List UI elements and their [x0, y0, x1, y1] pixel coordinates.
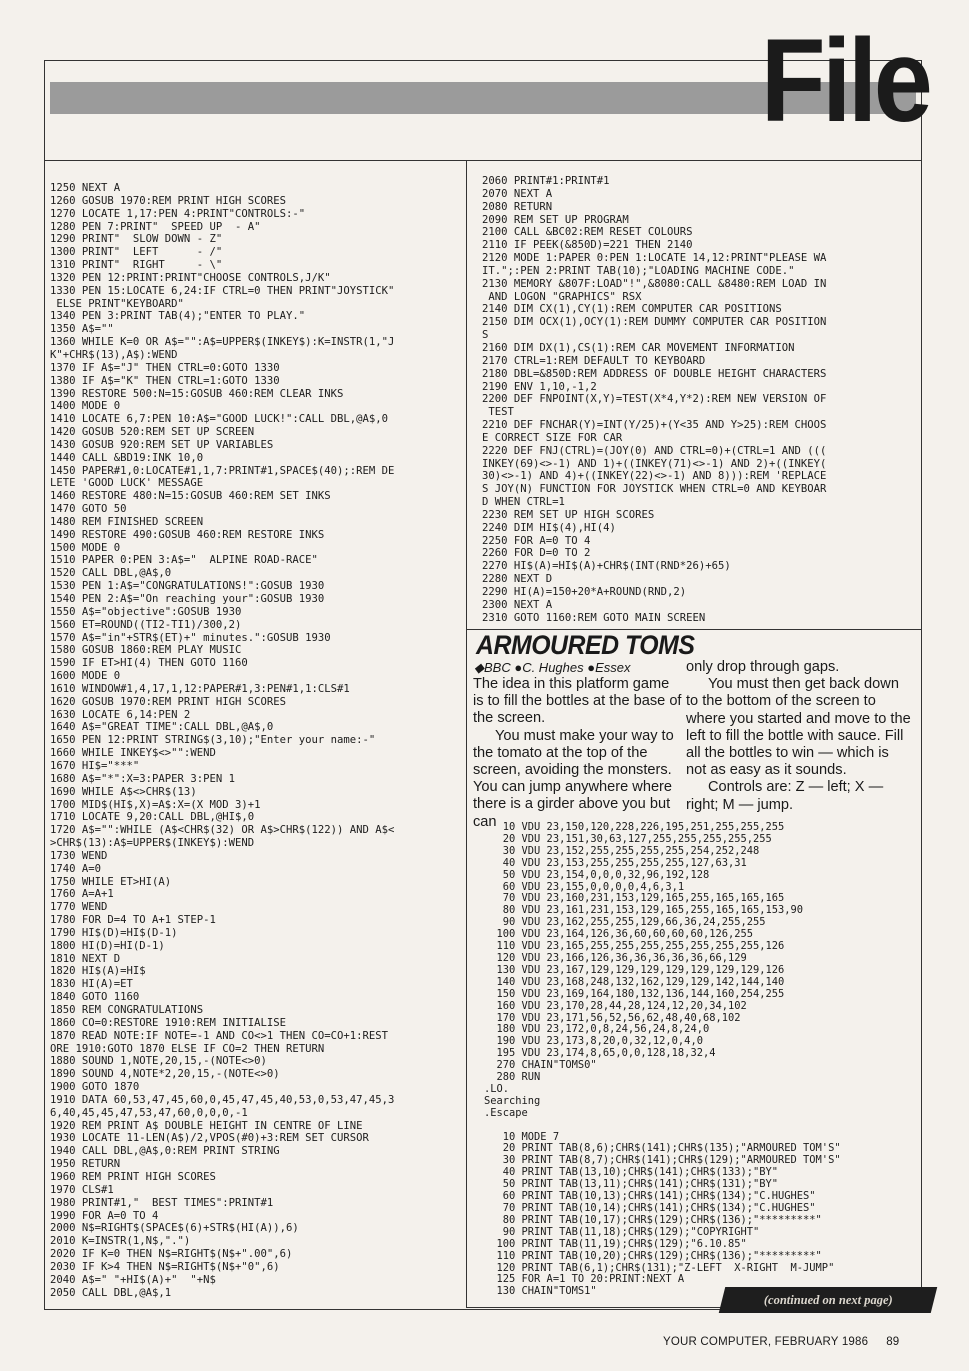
code-line: 180 VDU 23,172,0,8,24,56,24,8,24,0: [484, 1023, 710, 1036]
code-line: 1510 PAPER 0:PEN 3:A$=" ALPINE ROAD-RACE": [50, 554, 318, 567]
code-line: 1690 WHILE A$<>CHR$(13): [50, 785, 197, 798]
code-line: 1670 HI$="***": [50, 759, 140, 772]
code-line: 2080 RETURN: [482, 200, 553, 213]
code-line: 1330 PEN 15:LOCATE 6,24:IF CTRL=0 THEN PRINT"JOYSTICK": [50, 284, 395, 297]
code-line: 280 RUN: [484, 1071, 541, 1084]
code-line: 1700 MID$(HI$,X)=A$:X=(X MOD 3)+1: [50, 798, 261, 811]
code-line: 1550 A$="objective":GOSUB 1930: [50, 605, 242, 618]
code-line: 10 MODE 7: [484, 1130, 560, 1143]
code-line: 150 VDU 23,169,164,180,132,136,144,160,254,255: [484, 987, 785, 1000]
code-line: 30)<>-1) AND 4)+((INKEY(22)<>-1) AND 8))):REM 'REPLACE: [482, 470, 827, 483]
code-line: 1350 A$="": [50, 323, 114, 336]
code-line: 1990 FOR A=0 TO 4: [50, 1209, 159, 1222]
code-line: .LO.: [484, 1082, 510, 1095]
code-line: 90 PRINT TAB(11,18);CHR$(129);"COPYRIGHT": [484, 1225, 760, 1238]
code-line: ELSE PRINT"KEYBOARD": [50, 297, 184, 310]
code-line: 1770 WEND: [50, 901, 108, 914]
code-line: 1870 READ NOTE:IF NOTE=-1 AND CO<>1 THEN CO=CO+1:REST: [50, 1029, 389, 1042]
article-paragraph: You must then get back down to the bottom of the screen to where you started and move to the left to fill the bottle with sauce. Fill all the bottles to win — which is not as easy as it sounds.: [686, 676, 911, 779]
code-line: AND LOGON "GRAPHICS" RSX: [482, 290, 642, 303]
code-line: 2060 PRINT#1:PRINT#1: [482, 175, 610, 187]
code-line: 40 PRINT TAB(13,10);CHR$(141);CHR$(133);"BY": [484, 1166, 779, 1179]
continued-label: (continued on next page): [763, 1292, 893, 1307]
code-line: 2170 CTRL=1:REM DEFAULT TO KEYBOARD: [482, 354, 706, 367]
code-line: 1320 PEN 12:PRINT:PRINT"CHOOSE CONTROLS,J/K": [50, 271, 331, 284]
code-line: 1450 PAPER#1,0:LOCATE#1,1,7:PRINT#1,SPACE$(40);:REM DE: [50, 464, 395, 477]
code-line: 1310 PRINT" RIGHT - \": [50, 259, 223, 272]
article-byline: ◆BBC ●C. Hughes ●Essex: [474, 660, 631, 675]
code-line: 120 PRINT TAB(6,1);CHR$(131);"Z-LEFT X-RIGHT M-JUMP": [484, 1261, 835, 1274]
code-line: 1480 REM FINISHED SCREEN: [50, 515, 204, 528]
code-line: 2260 FOR D=0 TO 2: [482, 547, 591, 560]
code-line: E CORRECT SIZE FOR CAR: [482, 431, 623, 444]
code-line: 1250 NEXT A: [50, 182, 121, 194]
code-line: 2230 REM SET UP HIGH SCORES: [482, 508, 655, 521]
code-line: 80 VDU 23,161,231,153,129,165,255,165,165,153,90: [484, 904, 804, 917]
right-code-listing: [482, 175, 917, 625]
code-line: 30 PRINT TAB(8,7);CHR$(141);CHR$(129);"ARMOURED TOM'S": [484, 1154, 841, 1167]
code-line: 1780 FOR D=4 TO A+1 STEP-1: [50, 914, 216, 927]
code-line: 2120 MODE 1:PAPER 0:PEN 1:LOCATE 14,12:PRINT"PLEASE WA: [482, 252, 827, 265]
code-line: 125 FOR A=1 TO 20:PRINT:NEXT A: [484, 1273, 685, 1286]
section-title: File: [760, 15, 929, 147]
code-line: 2190 ENV 1,10,-1,2: [482, 380, 597, 393]
code-line: 20 VDU 23,151,30,63,127,255,255,255,255,255: [484, 832, 772, 845]
code-line: 195 VDU 23,174,8,65,0,0,128,18,32,4: [484, 1047, 716, 1060]
code-line: 1760 A=A+1: [50, 888, 114, 901]
code-line: 1300 PRINT" LEFT - /": [50, 246, 223, 259]
code-line: 130 CHAIN"TOMS1": [484, 1285, 597, 1298]
code-line: 1900 GOTO 1870: [50, 1081, 140, 1094]
code-line: 2180 DBL=&850D:REM ADDRESS OF DOUBLE HEIGHT CHARACTERS: [482, 367, 827, 380]
code-line: 170 VDU 23,171,56,52,56,62,48,40,68,102: [484, 1011, 741, 1024]
article-title: ARMOURED TOMS: [476, 630, 695, 660]
article-column-2: [686, 659, 912, 814]
page-number: 89: [886, 1336, 900, 1348]
article-paragraph: You must make your way to the tomato at the top of the screen, avoiding the monsters. You can jump anywhere where there is a girder above you but can: [473, 727, 674, 830]
code-line: 100 PRINT TAB(11,19);CHR$(129);"6.10.85": [484, 1237, 747, 1250]
code-line: >CHR$(13):A$=UPPER$(INKEY$):WEND: [50, 837, 255, 850]
code-line: 2130 MEMORY &807F:LOAD"!",&8080:CALL &8480:REM LOAD IN: [482, 277, 827, 290]
code-line: 1960 REM PRINT HIGH SCORES: [50, 1170, 216, 1183]
code-line: S JOY(N) FUNCTION FOR JOYSTICK WHEN CTRL=0 AND KEYBOAR: [482, 483, 827, 496]
code-line: 2010 K=INSTR(1,N$,"."): [50, 1235, 191, 1248]
code-line: [484, 1120, 914, 1132]
code-line: 2300 NEXT A: [482, 598, 553, 611]
code-line: 1730 WEND: [50, 849, 108, 862]
code-line: IT.";:PEN 2:PRINT TAB(10);"LOADING MACHINE CODE.": [482, 264, 795, 277]
code-line: 70 PRINT TAB(10,14);CHR$(141);CHR$(134);"C.HUGHES": [484, 1202, 816, 1214]
code-line: 1930 LOCATE 11-LEN(A$)/2,VPOS(#0)+3:REM SET CURSOR: [50, 1132, 369, 1145]
code-line: 2020 IF K=0 THEN N$=RIGHT$(N$+".00",6): [50, 1248, 293, 1261]
code-line: 2280 NEXT D: [482, 573, 553, 586]
code-line: 1800 HI(D)=HI(D-1): [50, 939, 165, 952]
code-line: 1340 PEN 3:PRINT TAB(4);"ENTER TO PLAY.": [50, 310, 306, 323]
article-paragraph: only drop through gaps.: [686, 659, 840, 675]
code-line: 1560 ET=ROUND((TI2-TI1)/300,2): [50, 618, 242, 631]
code-line: 270 CHAIN"TOMS0": [484, 1059, 597, 1072]
code-line: 2040 A$=" "+HI$(A)+" "+N$: [50, 1273, 216, 1286]
code-line: 1370 IF A$="J" THEN CTRL=0:GOTO 1330: [50, 361, 280, 374]
code-line: 1620 GOSUB 1970:REM PRINT HIGH SCORES: [50, 695, 286, 708]
code-line: 2250 FOR A=0 TO 4: [482, 534, 591, 547]
code-line: 1830 HI(A)=ET: [50, 978, 133, 991]
code-line: 1600 MODE 0: [50, 670, 121, 683]
code-line: 1950 RETURN: [50, 1158, 121, 1171]
code-line: 2090 REM SET UP PROGRAM: [482, 213, 629, 226]
code-line: Searching: [484, 1094, 541, 1107]
code-line: LETE 'GOOD LUCK' MESSAGE: [50, 477, 204, 490]
code-line: 1460 RESTORE 480:N=15:GOSUB 460:REM SET INKS: [50, 490, 331, 503]
code-line: 1410 LOCATE 6,7:PEN 10:A$="GOOD LUCK!":CALL DBL,@A$,0: [50, 413, 389, 426]
code-line: 2140 DIM CX(1),CY(1):REM COMPUTER CAR POSITIONS: [482, 303, 782, 316]
code-line: 1850 REM CONGRATULATIONS: [50, 1004, 204, 1016]
code-line: 1610 WINDOW#1,4,17,1,12:PAPER#1,3:PEN#1,1:CLS#1: [50, 682, 350, 695]
code-line: 1520 CALL DBL,@A$,0: [50, 567, 172, 580]
code-line: .Escape: [484, 1106, 528, 1119]
code-line: 1940 CALL DBL,@A$,0:REM PRINT STRING: [50, 1145, 280, 1158]
code-line: 1540 PEN 2:A$="On reaching your":GOSUB 1930: [50, 593, 325, 605]
code-line: 1490 RESTORE 490:GOSUB 460:REM RESTORE INKS: [50, 528, 325, 541]
page-footer: [663, 1336, 899, 1348]
code-line: 50 VDU 23,154,0,0,0,32,96,192,128: [484, 868, 710, 881]
code-line: 2100 CALL &BC02:REM RESET COLOURS: [482, 226, 693, 239]
code-line: 1910 DATA 60,53,47,45,60,0,45,47,45,40,53,0,53,47,45,3: [50, 1093, 395, 1106]
code-line: S: [482, 329, 489, 342]
code-line: 90 VDU 23,162,255,255,129,66,36,24,255,255: [484, 916, 766, 929]
code-line: 2160 DIM DX(1),CS(1):REM CAR MOVEMENT INFORMATION: [482, 341, 795, 354]
code-line: 10 VDU 23,150,120,228,226,195,251,255,255,255: [484, 821, 785, 833]
code-line: 1890 SOUND 4,NOTE*2,20,15,-(NOTE<>0): [50, 1068, 280, 1081]
article-paragraph: Controls are: Z — left; X — right; M — jump.: [686, 779, 884, 813]
code-line: 1360 WHILE K=0 OR A$="":A$=UPPER$(INKEY$):K=INSTR(1,"J: [50, 336, 395, 349]
code-line: 1500 MODE 0: [50, 541, 121, 554]
code-line: 2050 CALL DBL,@A$,1: [50, 1286, 172, 1299]
code-line: 1720 A$="":WHILE (A$<CHR$(32) OR A$>CHR$(122)) AND A$<: [50, 824, 395, 837]
code-line: 2270 HI$(A)=HI$(A)+CHR$(INT(RND*26)+65): [482, 560, 731, 573]
code-line: 130 VDU 23,167,129,129,129,129,129,129,129,126: [484, 963, 785, 976]
code-line: INKEY(69)<>-1) AND 1)+((INKEY(71)<>-1) AND 2)+((INKEY(: [482, 457, 827, 470]
code-line: 2110 IF PEEK(&850D)=221 THEN 2140: [482, 239, 693, 252]
code-line: 1430 GOSUB 920:REM SET UP VARIABLES: [50, 438, 274, 451]
code-line: 1470 GOTO 50: [50, 503, 127, 516]
code-line: 1740 A=0: [50, 862, 102, 875]
code-line: 1680 A$="*":X=3:PAPER 3:PEN 1: [50, 772, 235, 785]
code-line: 1920 REM PRINT A$ DOUBLE HEIGHT IN CENTRE OF LINE: [50, 1119, 363, 1132]
code-line: 2210 DEF FNCHAR(Y)=INT(Y/25)+(Y<35 AND Y>25):REM CHOOS: [482, 419, 827, 432]
code-line: 2220 DEF FNJ(CTRL)=(JOY(0) AND CTRL=0)+(CTRL=1 AND (((: [482, 444, 827, 457]
code-line: 1530 PEN 1:A$="CONGRATULATIONS!":GOSUB 1930: [50, 580, 325, 593]
code-line: 1440 CALL &BD19:INK 10,0: [50, 451, 204, 464]
code-line: 1390 RESTORE 500:N=15:GOSUB 460:REM CLEAR INKS: [50, 387, 344, 400]
left-code-listing: [50, 182, 462, 1299]
code-line: 2200 DEF FNPOINT(X,Y)=TEST(X*4,Y*2):REM NEW VERSION OF: [482, 393, 827, 406]
code-line: 1590 IF ET>HI(4) THEN GOTO 1160: [50, 657, 248, 670]
code-line: 60 PRINT TAB(10,13);CHR$(141);CHR$(134);"C.HUGHES": [484, 1190, 816, 1203]
code-line: 2150 DIM OCX(1),OCY(1):REM DUMMY COMPUTER CAR POSITION: [482, 316, 827, 329]
continued-banner: [719, 1287, 937, 1313]
code-line: 1660 WHILE INKEY$<>"":WEND: [50, 747, 216, 760]
code-line: 110 VDU 23,165,255,255,255,255,255,255,255,126: [484, 940, 785, 953]
code-line: ORE 1910:GOTO 1870 ELSE IF CO=2 THEN RETURN: [50, 1042, 325, 1055]
code-line: 1650 PEN 12:PRINT STRING$(3,10);"Enter your name:-": [50, 734, 376, 747]
code-line: 2000 N$=RIGHT$(SPACE$(6)+STR$(HI(A)),6): [50, 1222, 299, 1235]
code-line: 1260 GOSUB 1970:REM PRINT HIGH SCORES: [50, 194, 286, 207]
code-line: 30 VDU 23,152,255,255,255,255,254,252,248: [484, 844, 760, 857]
code-line: 2030 IF K>4 THEN N$=RIGHT$(N$+"0",6): [50, 1260, 280, 1273]
code-line: 1970 CLS#1: [50, 1183, 114, 1196]
code-line: 80 PRINT TAB(10,17);CHR$(129);CHR$(136);"*********": [484, 1213, 822, 1226]
code-line: 1750 WHILE ET>HI(A): [50, 875, 172, 888]
code-line: 1290 PRINT" SLOW DOWN - Z": [50, 233, 223, 246]
code-line: 2310 GOTO 1160:REM GOTO MAIN SCREEN: [482, 611, 706, 624]
code-line: 1630 LOCATE 6,14:PEN 2: [50, 708, 191, 721]
code-line: 40 VDU 23,153,255,255,255,255,127,63,31: [484, 856, 747, 869]
code-line: 1880 SOUND 1,NOTE,20,15,-(NOTE<>0): [50, 1055, 267, 1068]
code-line: 1280 PEN 7:PRINT" SPEED UP - A": [50, 220, 261, 233]
code-line: 2070 NEXT A: [482, 187, 553, 200]
code-line: TEST: [482, 406, 514, 419]
code-line: 1640 A$="GREAT TIME":CALL DBL,@A$,0: [50, 721, 274, 734]
code-line: 2290 HI(A)=150+20*A+ROUND(RND,2): [482, 586, 687, 598]
code-line: 100 VDU 23,164,126,36,60,60,60,60,126,255: [484, 928, 753, 941]
code-line: 1580 GOSUB 1860:REM PLAY MUSIC: [50, 644, 242, 657]
article-paragraph: The idea in this platform game is to fill the bottles at the base of the screen.: [473, 676, 682, 727]
code-line: 1570 A$="in"+STR$(ET)+" minutes.":GOSUB 1930: [50, 631, 331, 644]
code-line: 120 VDU 23,166,126,36,36,36,36,36,66,129: [484, 951, 747, 964]
code-line: 60 VDU 23,155,0,0,0,0,4,6,3,1: [484, 880, 685, 893]
code-line: 1840 GOTO 1160: [50, 991, 140, 1004]
code-line: 1980 PRINT#1," BEST TIMES":PRINT#1: [50, 1196, 274, 1209]
code-line: 6,40,45,45,47,53,47,60,0,0,0,-1: [50, 1106, 248, 1119]
code-line: 1420 GOSUB 520:REM SET UP SCREEN: [50, 426, 255, 439]
code-line: K"+CHR$(13),A$):WEND: [50, 348, 178, 361]
code-line: 1820 HI$(A)=HI$: [50, 965, 146, 978]
code-line: 1860 CO=0:RESTORE 1910:REM INITIALISE: [50, 1016, 286, 1029]
code-line: 1790 HI$(D)=HI$(D-1): [50, 926, 178, 939]
code-line: 70 VDU 23,160,231,153,129,165,255,165,165,165: [484, 892, 785, 905]
code-line: 160 VDU 23,170,28,44,28,124,12,20,34,102: [484, 999, 747, 1012]
code-line: 20 PRINT TAB(8,6);CHR$(141);CHR$(135);"ARMOURED TOM'S": [484, 1142, 841, 1155]
publication-line: YOUR COMPUTER, FEBRUARY 1986: [663, 1336, 869, 1348]
code-line: 1270 LOCATE 1,17:PEN 4:PRINT"CONTROLS:-": [50, 207, 306, 220]
code-line: 50 PRINT TAB(13,11);CHR$(141);CHR$(131);"BY": [484, 1178, 779, 1191]
code-line: 1810 NEXT D: [50, 952, 121, 965]
code-line: 2240 DIM HI$(4),HI(4): [482, 521, 616, 534]
code-line: D WHEN CTRL=1: [482, 496, 565, 509]
article-column-1: [473, 676, 683, 831]
header-rule: [44, 160, 922, 161]
code-line: 110 PRINT TAB(10,20);CHR$(129);CHR$(136);"*********": [484, 1249, 822, 1262]
article-code-listing: [484, 822, 914, 1298]
code-line: 140 VDU 23,168,248,132,162,129,129,142,144,140: [484, 975, 785, 988]
code-line: 1400 MODE 0: [50, 400, 121, 413]
code-line: 190 VDU 23,173,8,20,0,32,12,0,4,0: [484, 1035, 703, 1048]
code-line: 1710 LOCATE 9,20:CALL DBL,@HI$,0: [50, 811, 255, 824]
code-line: 1380 IF A$="K" THEN CTRL=1:GOTO 1330: [50, 374, 280, 387]
